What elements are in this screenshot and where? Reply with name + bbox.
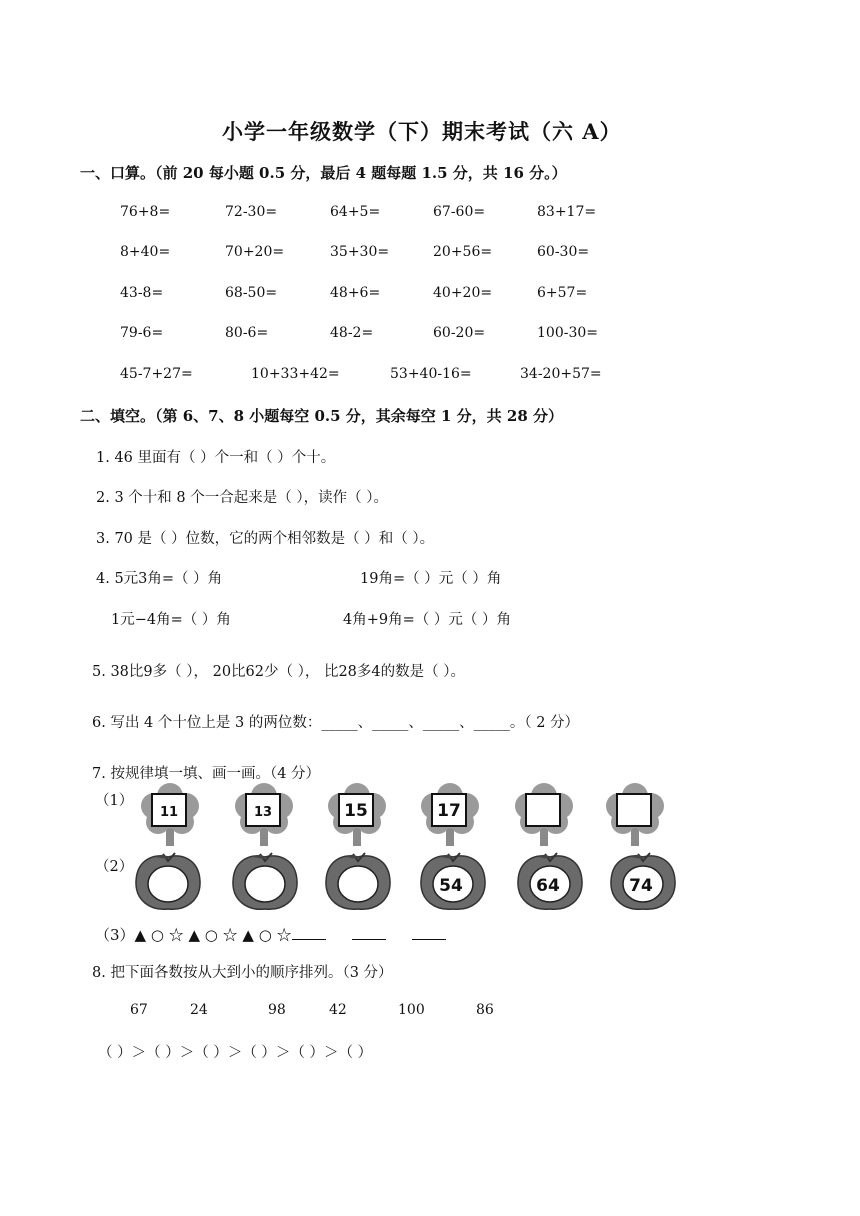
apple-icon [608,851,678,913]
shape-pattern: ▲ ○ ☆ ▲ ○ ☆ ▲ ○ ☆ [134,926,292,944]
row-1-label: （1） [95,793,134,809]
page-title: 小学一年级数学（下）期末考试（六 A） [222,119,622,144]
apple-number: 54 [439,876,463,896]
calc-item: 43-8= [120,285,164,301]
question-4c: 1元−4角=（ ）角 [111,612,231,628]
calc-item: 34-20+57= [520,366,602,382]
calc-item: 79-6= [120,325,164,341]
tree-icon [232,782,296,848]
row-3-label: （3） [95,926,135,944]
calc-item: 10+33+42= [251,366,340,382]
calc-item: 72-30= [225,204,278,220]
calc-item: 80-6= [225,325,269,341]
tree-icon [603,782,667,848]
number-item: 86 [476,1002,494,1018]
answer-blank[interactable] [352,927,386,940]
number-item: 42 [329,1002,347,1018]
number-item: 100 [398,1002,425,1018]
number-item: 67 [130,1002,148,1018]
row-2-label: （2） [95,859,134,875]
question-4a: 4. 5元3角=（ ）角 [96,571,223,587]
calc-item: 40+20= [433,285,493,301]
tree-icon [418,782,482,848]
calc-item: 6+57= [537,285,588,301]
calc-item: 53+40-16= [390,366,472,382]
tree-number: 13 [253,805,273,820]
calc-item: 64+5= [330,204,381,220]
calc-item: 67-60= [433,204,486,220]
tree-icon [138,782,202,848]
tree-icon [512,782,576,848]
apple-icon [323,851,393,913]
question-4b: 19角=（ ）元（ ）角 [360,571,502,587]
tree-icon [325,782,389,848]
apple-icon [133,851,203,913]
shape-pattern-row [95,924,460,945]
calc-item: 68-50= [225,285,278,301]
section-1-heading: 一、口算。（前 20 每小题 0.5 分，最后 4 题每题 1.5 分，共 16 分。） [80,164,567,182]
number-item: 98 [268,1002,286,1018]
answer-blank[interactable] [412,927,446,940]
question-8-heading: 8. 把下面各数按从大到小的顺序排列。（3 分） [92,965,393,981]
calc-item: 60-30= [537,244,590,260]
question-4d: 4角+9角=（ ）元（ ）角 [343,612,511,628]
tree-number: 15 [344,801,368,821]
calc-item: 100-30= [537,325,598,341]
number-item: 24 [190,1002,208,1018]
section-2-heading: 二、填空。（第 6、7、8 小题每空 0.5 分，其余每空 1 分，共 28 分） [80,407,563,425]
question-7-heading: 7. 按规律填一填、画一画。（4 分） [92,766,321,782]
ordering-answer-line: （ ）＞（ ）＞（ ）＞（ ）＞（ ）＞（ ） [98,1045,373,1061]
question-1: 1. 46 里面有（ ）个一和（ ）个十。 [96,450,336,466]
calc-item: 35+30= [330,244,390,260]
question-2: 2. 3 个十和 8 个一合起来是（ ），读作（ ）。 [96,490,388,506]
calc-item: 8+40= [120,244,171,260]
apple-number: 64 [536,876,560,896]
calc-item: 48-2= [330,325,374,341]
question-5: 5. 38比9多（ ）， 20比62少（ ）， 比28多4的数是（ ）。 [92,664,465,680]
calc-item: 20+56= [433,244,493,260]
calc-item: 76+8= [120,204,171,220]
apple-icon [418,851,488,913]
question-6: 6. 写出 4 个十位上是 3 的两位数：_____、_____、_____、_____。（ 2 分） [92,715,580,731]
tree-number: 11 [159,805,179,820]
calc-item: 70+20= [225,244,285,260]
tree-number: 17 [437,801,461,821]
question-3: 3. 70 是（ ）位数，它的两个相邻数是（ ）和（ ）。 [96,531,435,547]
calc-item: 48+6= [330,285,381,301]
calc-item: 83+17= [537,204,597,220]
answer-blank[interactable] [292,927,326,940]
calc-item: 60-20= [433,325,486,341]
apple-number: 74 [629,876,653,896]
apple-icon [515,851,585,913]
calc-item: 45-7+27= [120,366,193,382]
apple-icon [230,851,300,913]
